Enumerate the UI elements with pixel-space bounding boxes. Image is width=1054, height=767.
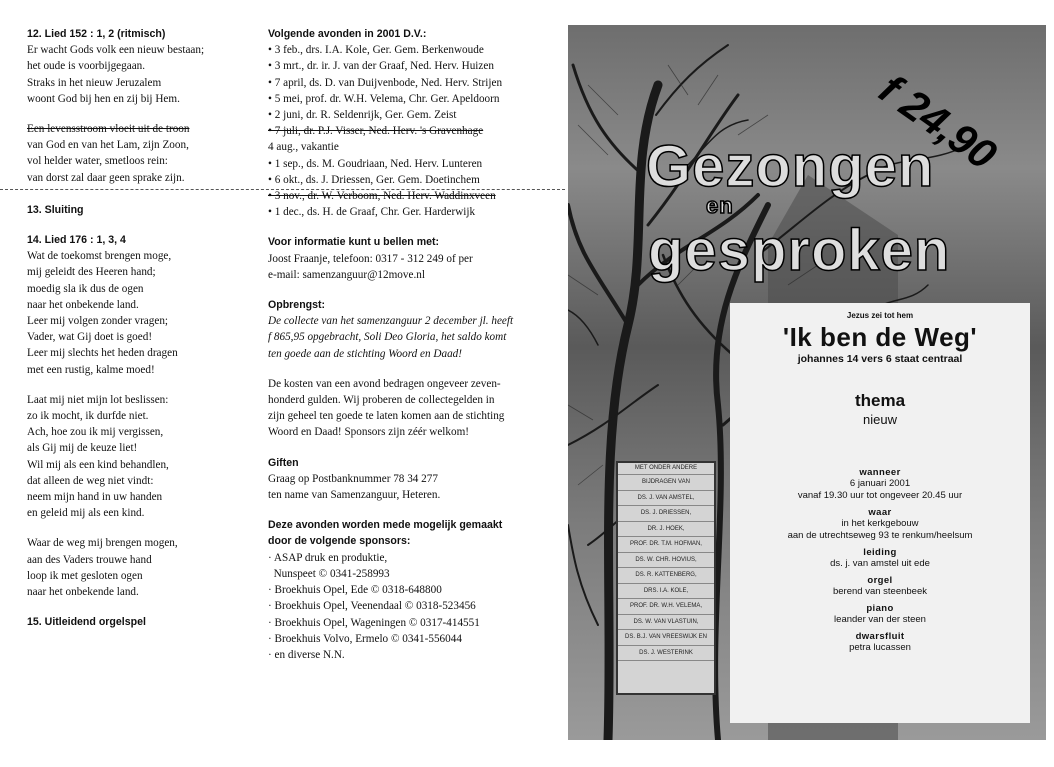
lyric-line: Wat de toekomst brengen moge, bbox=[27, 250, 172, 263]
sponsor-item: · Broekhuis Opel, Wageningen © 0317-414551 bbox=[268, 616, 480, 629]
cover-title-gezongen: Gezongen bbox=[646, 134, 935, 199]
sponsor-item: · Broekhuis Opel, Ede © 0318-648800 bbox=[268, 584, 442, 597]
opbrengst-line: De collecte van het samenzanguur 2 december jl. heeft bbox=[268, 315, 514, 328]
opbrengst-line: ten goede aan de stichting Woord en Daad! bbox=[268, 347, 462, 360]
avond-item: • 2 juni, dr. R. Seldenrijk, Ger. Gem. Zeist bbox=[268, 109, 457, 122]
lied176-title: 14. Lied 176 : 1, 3, 4 bbox=[27, 234, 126, 247]
sponsor-item: Nunspeet © 0341-258993 bbox=[268, 567, 390, 580]
sponsor-item: · Broekhuis Volvo, Ermelo © 0341-556044 bbox=[268, 632, 462, 645]
lyric-line: vol helder water, smetloos rein: bbox=[27, 155, 168, 168]
sponsor-title: door de volgende sponsors: bbox=[268, 535, 411, 548]
info-line: e-mail: samenzanguur@12move.nl bbox=[268, 268, 425, 281]
lyric-line: en geleid mij als een kind. bbox=[27, 507, 145, 520]
waar-line: in het kerkgebouw bbox=[841, 518, 919, 529]
sign-item: PROF. DR. W.H. VELEMA, bbox=[618, 599, 714, 615]
sign-item: DR. J. HOEK, bbox=[618, 522, 714, 538]
avond-item: • 3 nov., dr. W. Verboom, Ned. Herv. Waddinxveen bbox=[268, 190, 496, 203]
lyric-line: Waar de weg mij brengen mogen, bbox=[27, 537, 178, 550]
sponsor-item: · Broekhuis Opel, Veenendaal © 0318-523456 bbox=[268, 600, 476, 613]
lyric-line: Een levensstroom vloeit uit de troon bbox=[27, 123, 190, 136]
lyric-line: neem mijn hand in uw handen bbox=[27, 491, 163, 504]
kicker: Jezus zei tot hem bbox=[846, 311, 914, 320]
wanneer-time: vanaf 19.30 uur tot ongeveer 20.45 uur bbox=[797, 490, 963, 501]
lyric-line: dat alleen de weg niet vindt: bbox=[27, 474, 154, 487]
kosten-line: De kosten van een avond bedragen ongeveer zeven- bbox=[268, 377, 501, 390]
lyric-line: Straks in het nieuw Jeruzalem bbox=[27, 76, 162, 89]
lyric-line: Wil mij als een kind behandlen, bbox=[27, 458, 169, 471]
kosten-line: Woord en Daad! Sponsors zijn zéér welkom! bbox=[268, 426, 470, 439]
subline: johannes 14 vers 6 staat centraal bbox=[797, 353, 963, 365]
avond-vakantie: 4 aug., vakantie bbox=[268, 141, 339, 154]
orgel-label: orgel bbox=[867, 575, 893, 586]
sign-item: BIJDRAGEN VAN bbox=[618, 475, 714, 491]
sign-item: DS. B.J. VAN VREESWIJK EN bbox=[618, 630, 714, 646]
sign-item: DS. J. WESTERINK bbox=[618, 646, 714, 662]
lyric-line: Er wacht Gods volk een nieuw bestaan; bbox=[27, 44, 205, 57]
event-info-panel bbox=[730, 303, 1030, 723]
thema-value: nieuw bbox=[863, 412, 897, 427]
avond-item: • 3 feb., drs. I.A. Kole, Ger. Gem. Berkenwoude bbox=[268, 44, 484, 57]
cover-photo bbox=[568, 25, 1046, 740]
lyric-line: mij geleidt des Heeren hand; bbox=[27, 266, 156, 279]
lyric-line: Leer mij volgen zonder vragen; bbox=[27, 315, 169, 328]
giften-line: ten name van Samenzanguur, Heteren. bbox=[268, 489, 441, 502]
avond-item: • 1 dec., ds. H. de Graaf, Chr. Ger. Harderwijk bbox=[268, 206, 476, 219]
lyric-line: loop ik met gesloten ogen bbox=[27, 569, 143, 582]
lyric-line: Laat mij niet mijn lot beslissen: bbox=[27, 393, 169, 406]
contributors-sign bbox=[616, 461, 716, 695]
sluiting-heading: 13. Sluiting bbox=[27, 203, 84, 216]
sign-item: DRS. I.A. KOLE, bbox=[618, 584, 714, 600]
avond-item: • 1 sep., ds. M. Goudriaan, Ned. Herv. Lunteren bbox=[268, 157, 483, 170]
lyric-line: Leer mij slechts het heden dragen bbox=[27, 347, 178, 360]
piano-value: leander van der steen bbox=[834, 614, 926, 625]
avond-item: • 7 juli, dr. P.J. Visser, Ned. Herv. 's Gravenhage bbox=[268, 125, 484, 138]
lyric-line: als Gij mij de keuze liet! bbox=[27, 442, 138, 455]
lyric-line: van dorst zal daar geen sprake zijn. bbox=[27, 171, 185, 184]
opbrengst-title: Opbrengst: bbox=[268, 299, 326, 312]
orgelspel-heading: 15. Uitleidend orgelspel bbox=[27, 616, 146, 629]
lied152-title: 12. Lied 152 : 1, 2 (ritmisch) bbox=[27, 28, 166, 40]
waar-label: waar bbox=[868, 507, 892, 518]
lyric-line: Ach, hoe zou ik mij vergissen, bbox=[27, 426, 164, 439]
avond-item: • 3 mrt., dr. ir. J. van der Graaf, Ned. Herv. Huizen bbox=[268, 60, 494, 73]
avond-item: • 6 okt., ds. J. Driessen, Ger. Gem. Doetinchem bbox=[268, 173, 480, 186]
lyric-line: met een rustig, kalme moed! bbox=[27, 363, 155, 376]
lyric-line: naar het onbekende land. bbox=[27, 586, 139, 599]
sponsor-item: · ASAP druk en produktie, bbox=[268, 551, 388, 564]
kosten-line: zijn geheel ten goede te laten komen aan de stichting bbox=[268, 410, 505, 423]
kosten-line: honderd gulden. Wij proberen de collectegelden in bbox=[268, 394, 495, 407]
cover-title-gesproken: gesproken bbox=[648, 218, 951, 283]
wanneer-date: 6 januari 2001 bbox=[849, 478, 911, 489]
wanneer-label: wanneer bbox=[859, 467, 901, 478]
sponsor-title: Deze avonden worden mede mogelijk gemaakt bbox=[268, 519, 503, 532]
lyric-line: Vader, wat Gij doet is goed! bbox=[27, 331, 153, 344]
lyric-line: het oude is voorbijgegaan. bbox=[27, 60, 146, 73]
sign-item: DS. R. KATTENBERG, bbox=[618, 568, 714, 584]
lyric-line: van God en van het Lam, zijn Zoon, bbox=[27, 139, 189, 152]
orgel-value: berend van steenbeek bbox=[832, 586, 928, 597]
lyric-line: naar het onbekende land. bbox=[27, 298, 139, 311]
headline: 'Ik ben de Weg' bbox=[782, 322, 978, 352]
sign-item: MET ONDER ANDERE bbox=[618, 463, 714, 475]
dwarsfluit-value: petra lucassen bbox=[849, 642, 911, 653]
piano-label: piano bbox=[866, 603, 894, 614]
info-line: Joost Fraanje, telefoon: 0317 - 312 249 of per bbox=[268, 252, 473, 265]
leiding-value: ds. j. van amstel uit ede bbox=[830, 558, 930, 569]
leiding-label: leiding bbox=[863, 547, 897, 558]
avond-item: • 7 april, ds. D. van Duijvenbode, Ned. Herv. Strijen bbox=[268, 76, 503, 89]
sign-item: DS. W. VAN VLASTUIN, bbox=[618, 615, 714, 631]
dwarsfluit-label: dwarsfluit bbox=[855, 631, 905, 642]
sign-item: DS. W. CHR. HOVIUS, bbox=[618, 553, 714, 569]
lyric-line: woont God bij hen en zij bij Hem. bbox=[27, 92, 180, 105]
cover-title-en: en bbox=[706, 193, 734, 218]
giften-title: Giften bbox=[268, 456, 299, 469]
opbrengst-line: f 865,95 opgebracht, Soli Deo Gloria, het saldo komt bbox=[268, 331, 507, 344]
giften-line: Graag op Postbanknummer 78 34 277 bbox=[268, 472, 438, 485]
sign-item: DS. J. VAN AMSTEL, bbox=[618, 491, 714, 507]
lyric-line: moedig sla ik dus de ogen bbox=[27, 282, 144, 295]
order-of-service-column bbox=[27, 26, 252, 631]
waar-line: aan de utrechtseweg 93 te renkum/heelsum bbox=[787, 530, 973, 541]
sign-item: DS. J. DRIESSEN, bbox=[618, 506, 714, 522]
price-label: f 24,90 bbox=[871, 65, 1006, 179]
thema-label: thema bbox=[854, 391, 906, 410]
info-title: Voor informatie kunt u bellen met: bbox=[268, 236, 440, 249]
sponsor-item: · en diverse N.N. bbox=[268, 648, 345, 661]
lyric-line: aan des Vaders trouwe hand bbox=[27, 553, 152, 566]
sign-item: PROF. DR. T.M. HOFMAN, bbox=[618, 537, 714, 553]
avonden-title: Volgende avonden in 2001 D.V.: bbox=[268, 28, 427, 40]
info-column bbox=[268, 26, 518, 663]
lyric-line: zo ik mocht, ik durfde niet. bbox=[27, 410, 149, 423]
avond-item: • 5 mei, prof. dr. W.H. Velema, Chr. Ger. Apeldoorn bbox=[268, 92, 500, 105]
